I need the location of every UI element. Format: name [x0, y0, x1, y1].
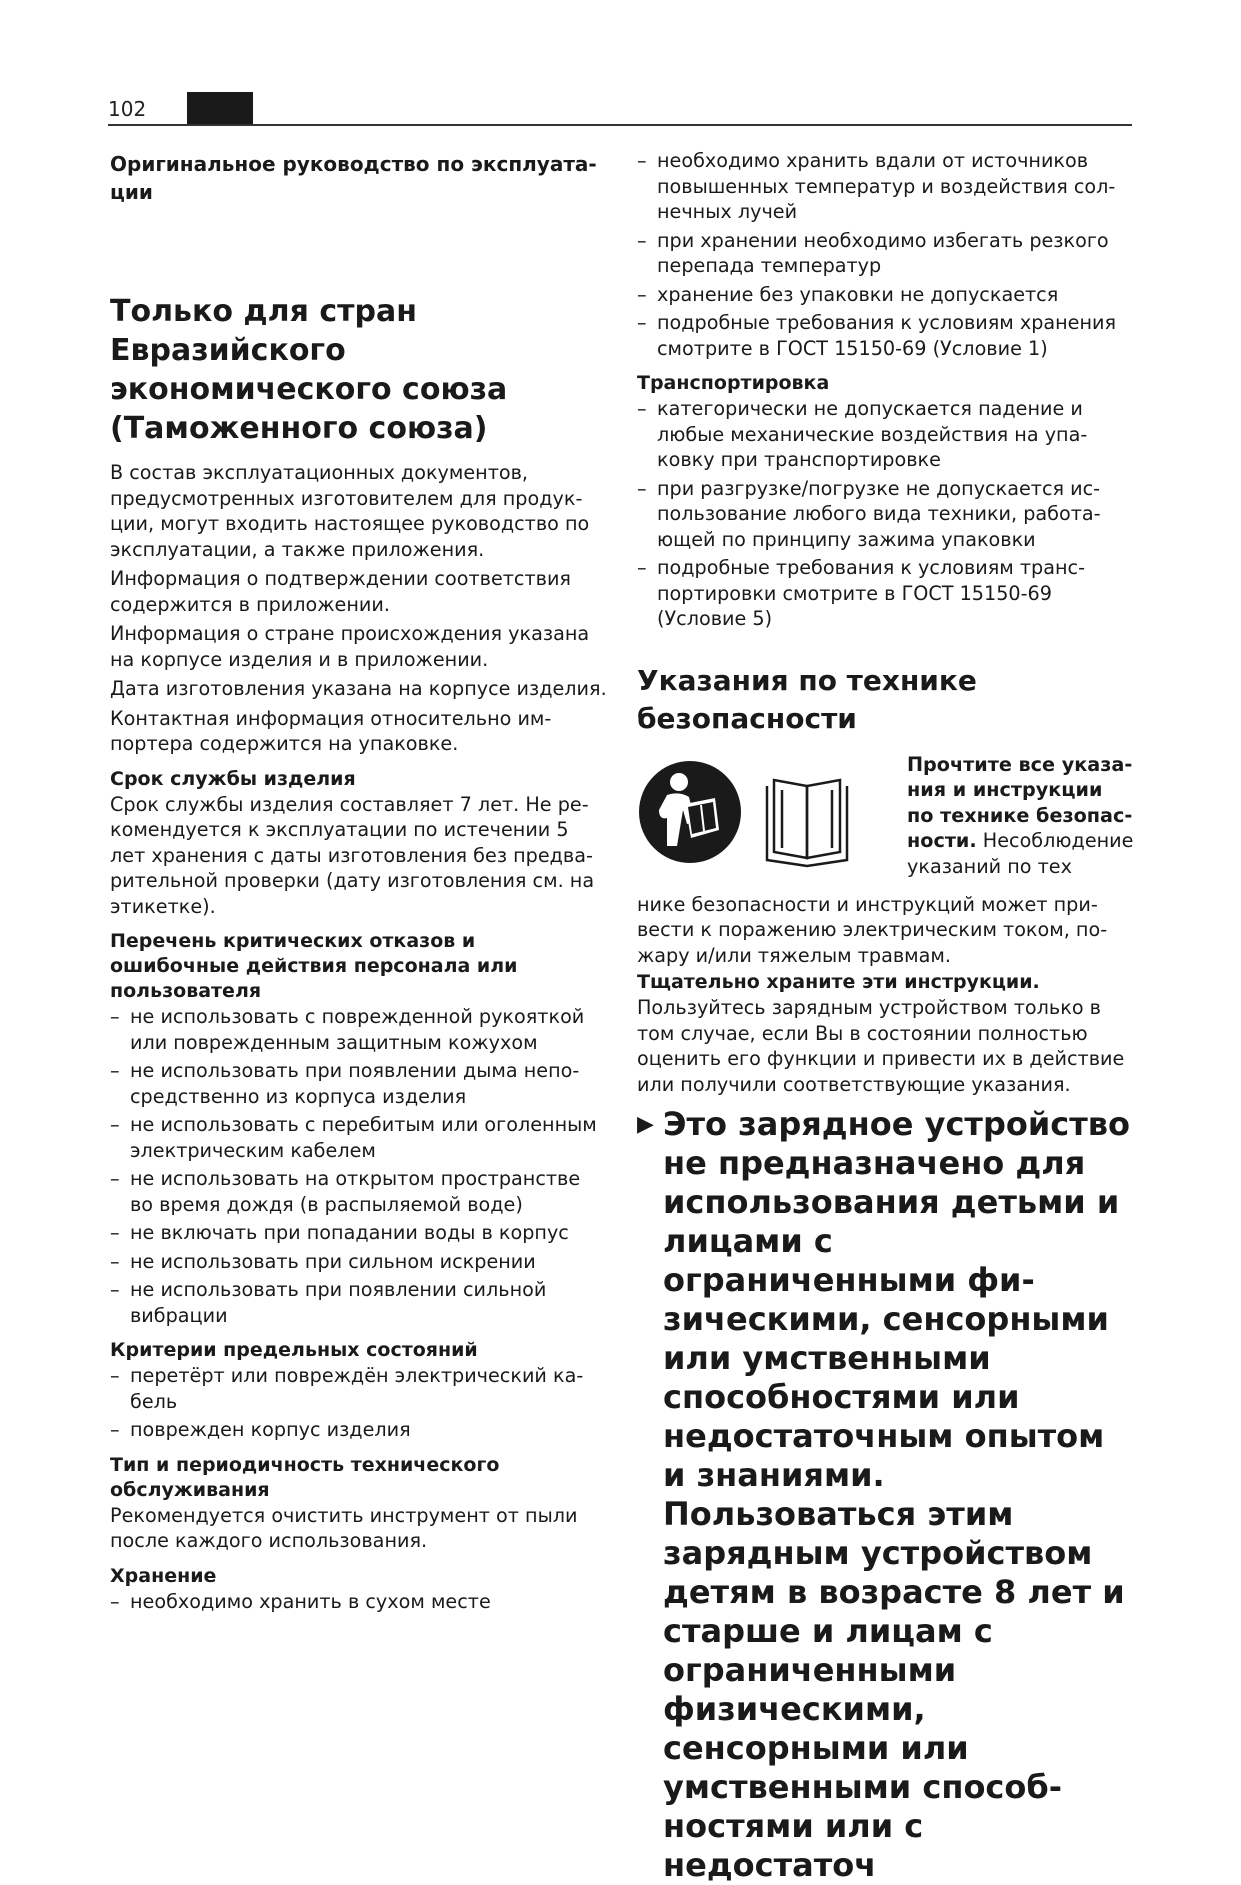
limit-states-list: [110, 1363, 608, 1443]
storage-cont-list: [637, 148, 1134, 361]
list-item: – хранение без упаковки не допускается: [637, 282, 1134, 308]
warning-arrow-icon: ▶: [637, 1112, 654, 1137]
header-black-block: [187, 92, 253, 124]
right-column: [637, 148, 1134, 1885]
keep-instructions-heading: Тщательно храните эти инструкции.: [637, 971, 1040, 993]
storage-list: [110, 1589, 608, 1615]
open-book-icon: [767, 780, 847, 866]
storage-heading: Хранение: [110, 1564, 217, 1587]
intro-paragraph: В состав эксплуатационных документов, предусмотренных изготовителем для продукции, могут входить настоящее руководство по эксплуатации, а также приложения.: [110, 461, 590, 561]
list-item: – перетёрт или повреждён электрический кабель: [110, 1363, 608, 1414]
list-item: – поврежден корпус изделия: [110, 1417, 608, 1443]
read-instructions-bold: Прочтите все указания и инструкции по технике безопасности.: [907, 752, 1133, 852]
list-item: – не использовать с перебитым или оголенным электрическим кабелем: [110, 1112, 608, 1163]
list-item: – при хранении необходимо избегать резкого перепада температур: [637, 228, 1134, 279]
read-manual-icon: [639, 761, 741, 863]
list-item: – не использовать при сильном искрении: [110, 1249, 608, 1275]
list-item: – не использовать с поврежденной рукояткой или поврежденным защитным кожухом: [110, 1004, 608, 1055]
intro-section: [110, 460, 608, 757]
service-life-text: Срок службы изделия составляет 7 лет. Не рекомендуется к эксплуатации по истечении 5 лет хранения с даты изготовления без предварительной проверки (дату изготовления см. на этикетке).: [110, 792, 595, 918]
safety-read-text: [907, 752, 1134, 880]
limit-states-heading: Критерии предельных состояний: [110, 1339, 478, 1361]
intro-paragraph: Информация о стране происхождения указана на корпусе изделия и в приложении.: [110, 622, 590, 671]
intro-paragraph: Контактная информация относительно импортера содержится на упаковке.: [110, 706, 552, 755]
transport-list: [637, 396, 1134, 632]
header-rule: [108, 124, 1132, 126]
failures-list: [110, 1004, 608, 1328]
safety-read-cont: нике безопасности и инструкций может привести к поражению электрическим током, пожару и/или тяжелым травмам.: [637, 892, 1108, 967]
list-item: – не включать при попадании воды в корпус: [110, 1220, 608, 1246]
charger-warning: [637, 1105, 1134, 1885]
service-life-heading: Срок службы изделия: [110, 767, 356, 790]
list-item: – при разгрузке/погрузке не допускается использование любого вида техники, работающей по принципу зажима упаковки: [637, 476, 1134, 553]
doc-title: Оригинальное руководство по эксплуатации: [110, 152, 597, 204]
use-charger-text: Пользуйтесь зарядным устройством только в том случае, если Вы в состоянии полностью оценить его функции и привести их в действие или получили соответствующие указания.: [637, 996, 1125, 1096]
list-item: – необходимо хранить в сухом месте: [110, 1589, 608, 1615]
failures-heading: Перечень критических отказов и ошибочные действия персонала или пользователя: [110, 930, 518, 1002]
safety-read-block: [637, 752, 1134, 892]
intro-paragraph: Информация о подтверждении соответствия содержится в приложении.: [110, 567, 571, 616]
list-item: – необходимо хранить вдали от источников повышенных температур и воздействия солнечных лучей: [637, 148, 1134, 225]
transport-heading: Транспортировка: [637, 372, 830, 394]
maintenance-text: Рекомендуется очистить инструмент от пыли после каждого использования.: [110, 1503, 578, 1552]
list-item: – подробные требования к условиям хранения смотрите в ГОСТ 15150-69 (Условие 1): [637, 310, 1134, 361]
safety-heading: Указания по технике безопасности: [637, 663, 977, 735]
intro-paragraph: Дата изготовления указана на корпусе изделия.: [110, 677, 607, 700]
list-item: – не использовать при появлении дыма непосредственно из корпуса изделия: [110, 1058, 608, 1109]
list-item: – не использовать при появлении сильной вибрации: [110, 1277, 608, 1328]
list-item: – не использовать на открытом пространстве во время дождя (в распыляемой воде): [110, 1166, 608, 1217]
maintenance-heading: Тип и периодичность технического обслуживания: [110, 1453, 500, 1501]
left-column: [110, 150, 608, 1617]
read-instructions-rest: Несоблюдение указаний по тех: [907, 829, 1134, 878]
main-heading: Только для стран Евразийского экономического союза (Таможенного союза): [110, 294, 508, 446]
list-item: – категорически не допускается падение и любые механические воздействия на упаковку при транспортировке: [637, 396, 1134, 473]
page-number: 102: [108, 97, 147, 121]
warning-text: Это зарядное устройство не предназначено для использования детьми и лицами с ограниченными физическими, сенсорными или умственными способностями или недостаточным опытом и знаниями. Пользоваться этим зарядным устройством детям в возрасте 8 лет и старше и лицам с ограниченными физическими, сенсорными или умственными способностями или с недостаточ: [663, 1105, 1131, 1884]
list-item: – подробные требования к условиям транспортировки смотрите в ГОСТ 15150-69 (Условие 5): [637, 555, 1134, 632]
safety-icons: [637, 760, 897, 870]
